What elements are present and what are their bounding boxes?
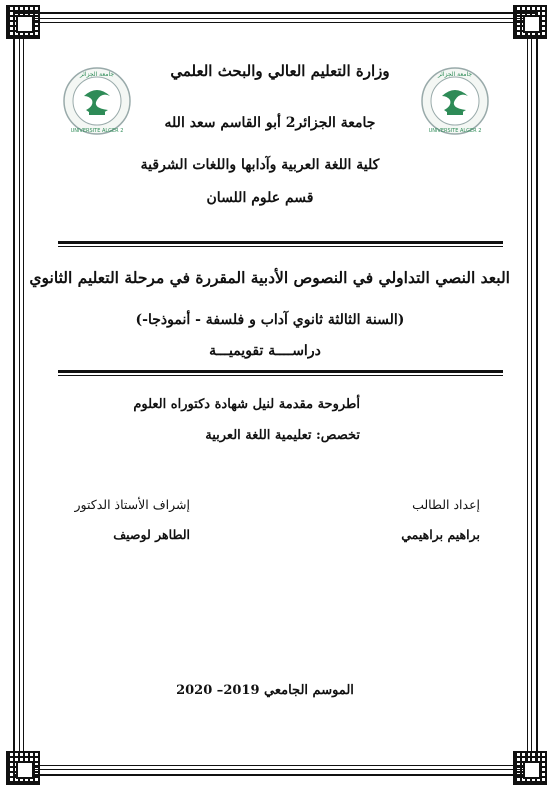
supervisor-label: إشراف الأستاذ الدكتور	[74, 497, 190, 512]
thesis-description: أطروحة مقدمة لنيل شهادة دكتوراه العلوم	[133, 397, 360, 412]
logo-bottom-text: UNIVERSITE ALGER 2	[70, 128, 124, 134]
logo-top-text: جامعة الجزائر	[79, 71, 115, 78]
divider-bottom	[58, 370, 503, 373]
divider-top	[58, 241, 503, 244]
supervisor-name: الطاهر لوصيف	[113, 527, 190, 542]
faculty-name: كلية اللغة العربية وآدابها واللغات الشرقية	[140, 157, 380, 173]
divider-bottom-thin	[58, 375, 503, 376]
corner-ornament-bottom-left	[6, 751, 40, 785]
university-name: جامعة الجزائر2 أبو القاسم سعد الله	[164, 115, 376, 131]
department-name: قسم علوم اللسان	[206, 190, 314, 206]
academic-season: الموسم الجامعي 2019– 2020	[176, 683, 354, 698]
university-logo-left	[62, 66, 132, 136]
logo-top-text: جامعة الجزائر	[437, 71, 473, 78]
thesis-title: البعد النصي التداولي في النصوص الأدبية المقررة في مرحلة التعليم الثانوي	[29, 268, 510, 287]
logo-bottom-text: UNIVERSITE ALGER 2	[428, 128, 482, 134]
university-logo-right	[420, 66, 490, 136]
study-type: دراســــة تقويميـــة	[209, 343, 321, 359]
corner-ornament-top-left	[6, 5, 40, 39]
ministry-name: وزارة التعليم العالي والبحث العلمي	[170, 62, 390, 80]
corner-ornament-bottom-right	[513, 751, 547, 785]
corner-ornament-top-right	[513, 5, 547, 39]
specialty: تخصص: تعليمية اللغة العربية	[205, 428, 360, 443]
student-name: براهيم براهيمي	[401, 527, 480, 542]
thesis-subtitle: (السنة الثالثة ثانوي آداب و فلسفة - أنموذجا-)	[135, 312, 405, 328]
divider-top-thin	[58, 246, 503, 247]
prepared-by-label: إعداد الطالب	[412, 497, 480, 512]
